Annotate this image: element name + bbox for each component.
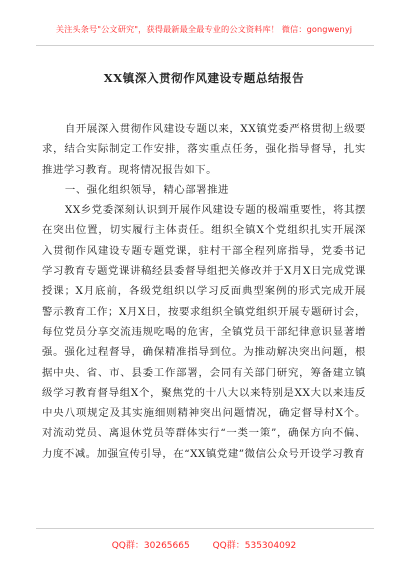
footer-qq-group-1: QQ群：30265665	[111, 541, 190, 551]
footer-divider	[36, 528, 374, 529]
body-paragraph-main: XX乡党委深刻认识到开展作风建设专题的极端重要性，将其摆在突出位置，切实履行主体责任。组织全镇X个党组织扎实开展深入贯彻作风建设专题专题党课，驻村干部全程列席指导，党委书记学习教育专题党课讲稿经县委督导组把关修改并于X月X日完成党课授课；X月底前，各级党组织以学习反面典型案例的形式完成开展警示教育工作；X月X日，按要求组织全镇党组织开展专题研讨会，每位党员分享交流违规吃喝的危害，全镇党员干部纪律意识显著增强。强化过程督导，确保精准指导到位。为推动解决突出问题，根据中央、省、市、县委工作部署，会同有关部门研究，筹备建立镇级学习教育督导组X个，聚焦党的十八大以来特别是XX大以来违反中央八项规定及其实施细则精神突出问题情况，确定督导村X个。对流动党员、离退休党员等群体实行“一类一策”，确保方向不偏、力度不减。加强宣传引导，在“XX镇党建”微信公众号开设学习教育	[42, 204, 366, 460]
section-heading: 一、强化组织领导，精心部署推进	[64, 183, 229, 196]
document-title: XX镇深入贯彻作风建设专题总结报告	[103, 71, 305, 85]
header-banner: 关注头条号"公文研究"，获得最新最全最专业的公文资料库！ 微信：gongwenyj	[55, 24, 353, 34]
document-body	[42, 119, 366, 464]
footer-qq-group-2: QQ群：535304092	[212, 541, 297, 551]
footer-contact	[0, 538, 408, 551]
body-paragraph-intro: 自开展深入贯彻作风建设专题以来，XX镇党委严格贯彻上级要求，结合实际制定工作安排，落实重点任务，强化指导督导，扎实推进学习教育。现将情况报告如下。	[42, 123, 366, 176]
header-divider	[36, 45, 374, 46]
